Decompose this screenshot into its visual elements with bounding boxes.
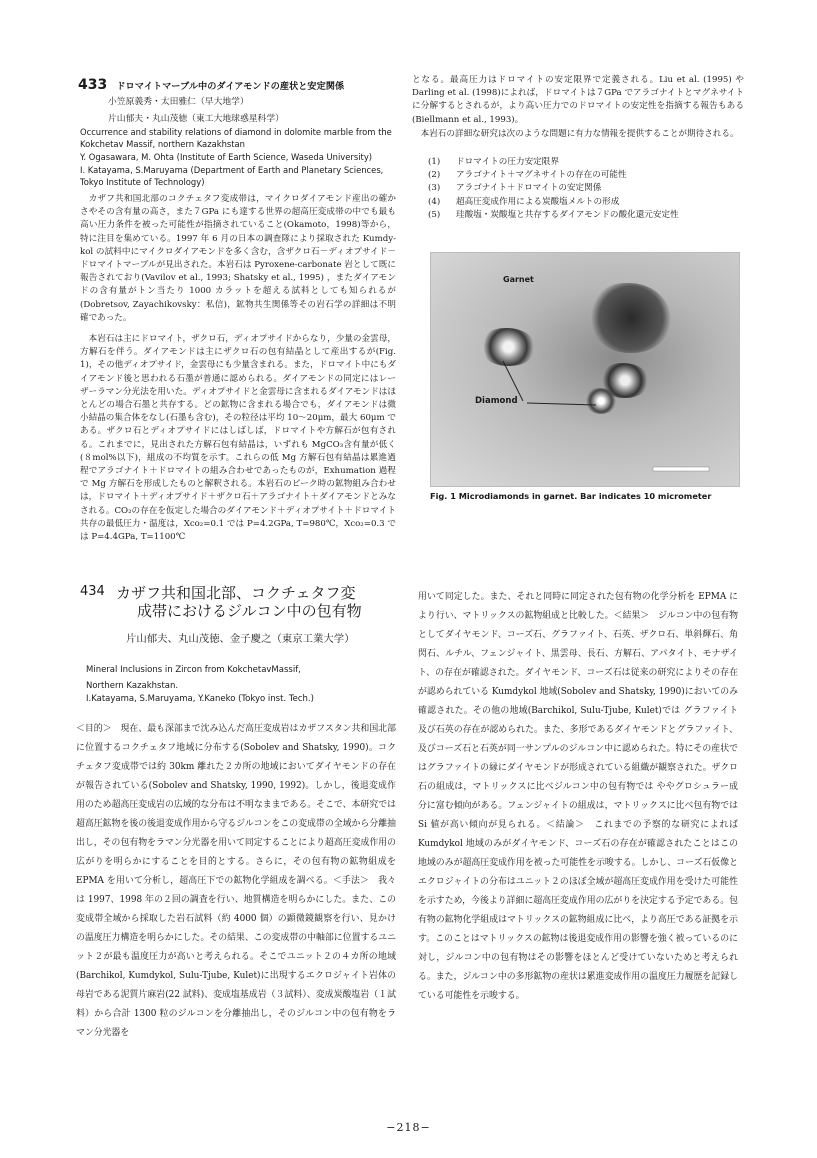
- microdiamond-photo: [430, 252, 740, 487]
- list-item: (1) ドロマイトの圧力安定限界: [428, 157, 559, 167]
- list-item: (2) アラゴナイト＋マグネサイトの存在の可能性: [428, 170, 627, 181]
- authors-jp-1: 小笠原義秀・太田雅仁（早大地学）: [108, 97, 249, 107]
- abstract-title-en: Occurrence and stability relations of diamond in dolomite marble from the Kokchetav Massif, northern Kazakhstan: [80, 127, 392, 150]
- authors-en-1: Y. Ogasawara, M. Ohta (Institute of Earth Science, Waseda University): [80, 152, 373, 162]
- abstract-title-jp: ドロマイトマーブル中のダイアモンドの産状と安定関係: [116, 81, 345, 92]
- list-item: (4) 超高圧変成作用による炭酸塩メルトの形成: [428, 196, 620, 207]
- authors-en-2: I. Katayama, S.Maruyama (Department of Earth and Planetary Sciences, Tokyo Institute of Technology): [80, 165, 384, 188]
- list-item: (3) アラゴナイト＋ドロマイトの安定関係: [428, 183, 602, 194]
- body-paragraph: 本岩石の詳細な研究は次のような問題に有力な情報を提供することが期待される。: [420, 129, 739, 139]
- authors-jp: 片山郁夫、丸山茂徳、金子慶之（東京工業大学）: [126, 633, 355, 645]
- figure-caption: Fig. 1 Microdiamonds in garnet. Bar indicates 10 micrometer: [430, 491, 712, 501]
- list-item: (5) 珪酸塩・炭酸塩と共存するダイアモンドの酸化還元安定性: [428, 209, 679, 220]
- figure-arrows: [431, 253, 739, 486]
- question-list: [428, 156, 744, 222]
- page-number: −218−: [386, 1121, 431, 1134]
- authors-en: I.Katayama, S.Maruyama, Y.Kaneko (Tokyo inst. Tech.): [86, 694, 314, 704]
- body-paragraph: 本岩石は主にドロマイト，ザクロ石，ディオプサイドからなり，少量の金雲母，方解石を伴う。ダイアモンドは主にザクロ石の包有結晶として産出するが(Fig. 1)，その他ディオプサイド，金雲母にも少量含まれる。また，ドロマイト中にもダイアモンド後と思われる石墨が普通に認められる。ダイアモンドの同定にはレーザーラマン分光法を用いた。ディオプサイドと金雲母に含まれるダイアモンドはほとんどの場合石墨と共存する。どの鉱物に含まれる場合でも，ダイアモンドは微小結晶の集合体をなし(石墨も含む)，その粒径は平均 10〜20μm，最大 60μm である。ザクロ石とディオプサイドにはしばしば，ドロマイトや方解石が包有される。これまでに，見出された方解石包有結晶は，いずれも MgCO₃含有量が低く(８mol%以下)，組成の不均質を示す。これらの低 Mg 方解石包有結晶は累進過程でアラゴナイト＋ドロマイトの組み合わせであったものが，Exhumation 過程で Mg 方解石を形成したものと解釈される。本岩石のピーク時の鉱物組み合わせは，ドロマイト＋ディオプサイド＋ザクロ石＋アラゴナイト＋ダイアモンドとみなされる。CO₂の存在を仮定した場合のダイアモンド＋ディオプサイト＋ドロマイト共存の最低圧力・温度は，Xco₂=0.1 では P=4.2GPa, T=980℃，Xco₂=0.3 では P=4.4GPa, T=1100℃: [80, 334, 396, 543]
- abstract-title-en: Mineral Inclusions in Zircon from KokchetavMassif, Northern Kazakhstan.: [86, 665, 301, 691]
- body-paragraph: カザフ共和国北部のコクチェタフ変成帯は，マイクロダイアモンド産出の確かさやその含有量の高さ，また７GPa にも達する世界の超高圧変成帯の中でも最も高い圧力条件を被った可能性が指摘されていること(Okamoto，1998)等から，特に注目を集めている。1997 年 6 月の日本の調査隊により採取された Kumdy-kol の試料中にマイクロダイアモンドを多く含む，含ザクロ石－ディオプサイド－ドロマイトマーブルが見出された。本岩石は Pyroxene-carbonate 岩として既に報告されており(Vavilov et al., 1993; Shatsky et al., 1995) ，またダイアモンドの含有量がトン当たり 1000 カラットを超える試料としても知られるが(Dobretsov, Zayachikovsky：私信)，鉱物共生関係等その岩石学の詳細は不明確であった。: [80, 194, 396, 323]
- abstract-number: 433: [78, 77, 108, 93]
- abstract-433-header: [78, 74, 398, 93]
- authors-jp-2: 片山郁夫・丸山茂徳（東工大地球惑星科学）: [108, 114, 284, 124]
- abstract-number: 434: [80, 584, 105, 599]
- body-paragraph: ＜目的＞ 現在、最も深部まで沈み込んだ高圧変成岩はカザフスタン共和国北部に位置するコクチェタフ地域に分布する(Sobolev and Shatsky, 1990)。コクチェタフ変成帯では約 30km 離れた２カ所の地域においてダイヤモンドの存在が報告されている(Sobolev and Shatsky, 1990, 1992)。しかし，後退変成作用のため超高圧変成岩の広域的な分布は不明なままである。そこで、本研究では超高圧鉱物を後の後退変成作用から守るジルコンをこの変成帯の全域から分離抽出し，その包有物をラマン分光器を用いて同定することにより超高圧変成作用の広がりを明らかにすることを目的とする。さらに，その包有物の鉱物組成を EPMA を用いて分析し，超高圧下での鉱物化学組成を調べる。＜手法＞ 我々は 1997、1998 年の２回の調査を行い、地質構造を明らかにした。また、この変成帯全域から採取した岩石試料（約 4000 個）の顕微鏡観察を行い、見かけの温度圧力構造を明らかにした。その結果、この変成帯の中軸部に位置するユニット２が最も温度圧力が高いと考えられる。そこでユニット２の４カ所の地域(Barchikol, Kumdykol, Sulu-Tjube, Kulet)に出現するエクロジャイト岩体の母岩である泥質片麻岩(22 試料)、変成塩基成岩（３試料）、変成炭酸塩岩（１試料）から合計 1300 粒のジルコンを分離抽出し，そのジルコン中の包有物をラマン分光器を: [76, 724, 396, 1038]
- figure-label-diamond: Diamond: [475, 396, 518, 406]
- abstract-title-jp: カザフ共和国北部、コクチェタフ変 成帯におけるジルコン中の包有物: [116, 584, 362, 620]
- body-paragraph: 用いて同定した。また、それと同時に同定された包有物の化学分析を EPMA により行い、マトリックスの鉱物組成と比較した。＜結果＞ ジルコン中の包有物としてダイヤモンド、コーズ石、グラファイト、石英、ザクロ石、単斜輝石、角閃石、ルチル、フェンジャイト、黒雲母、長石、方解石、アパタイト、モナザイト、の存在が確認された。ダイヤモンド、コーズ石は従来の研究によりその存在が認められている Kumdykol 地域(Sobolev and Shatsky, 1990)においてのみ確認された。その他の地域(Barchikol, Sulu-Tjube, Kulet)では グラファイト及び石英の存在が認められた。また、多形であるダイヤモンドとグラファイト、及びコーズ石と石英が同一サンプルのジルコン中に認められた。特にその産状ではグラファイトの縁にダイヤモンドが形成されている組織が観察された。ザクロ石の組成は，マトリックスに比べジルコン中の包有物では ややグロシュラー成分に富む傾向がある。フェンジャイトの組成は，マトリックスに比べ包有物では Si 値が高い傾向が見られる。＜結論＞ これまでの予察的な研究によれば Kumdykol 地域のみがダイヤモンド、コーズ石の存在が確認されたことはこの地域のみが超高圧変成作用を被った可能性を示唆する。しかし、コーズ石仮像とエクロジャイトの分布はユニット２のほぼ全域が超高圧変成作用を受けた可能性を示すため，今後より詳細に超高圧変成作用の広がりを決定する予定である。包有物の鉱物化学組成はマトリックスの鉱物組成に比べ，より高圧である証拠を示す。このことはマトリックスの鉱物は後退変成作用の影響を強く被っているのに対し，ジルコン中の包有物はその影響をほとんど受けていないためと考えられる。また，ジルコン中の多形鉱物の産状は累進変成作用の温度圧力履歴を記録している可能性を示唆する。: [418, 592, 738, 1001]
- body-paragraph: となる。最高圧力はドロマイトの安定限界で定義される。Liu et al. (1995) や Darling et al. (1998)によれば，ドロマイトは７GPa でアラゴナイトとマグネサイトに分解するとされるが，より高い圧力でのドロマイトの安定性を指摘する報告もある(Biellmann et al., 1993)。: [412, 75, 744, 125]
- figure-label-garnet: Garnet: [503, 275, 534, 284]
